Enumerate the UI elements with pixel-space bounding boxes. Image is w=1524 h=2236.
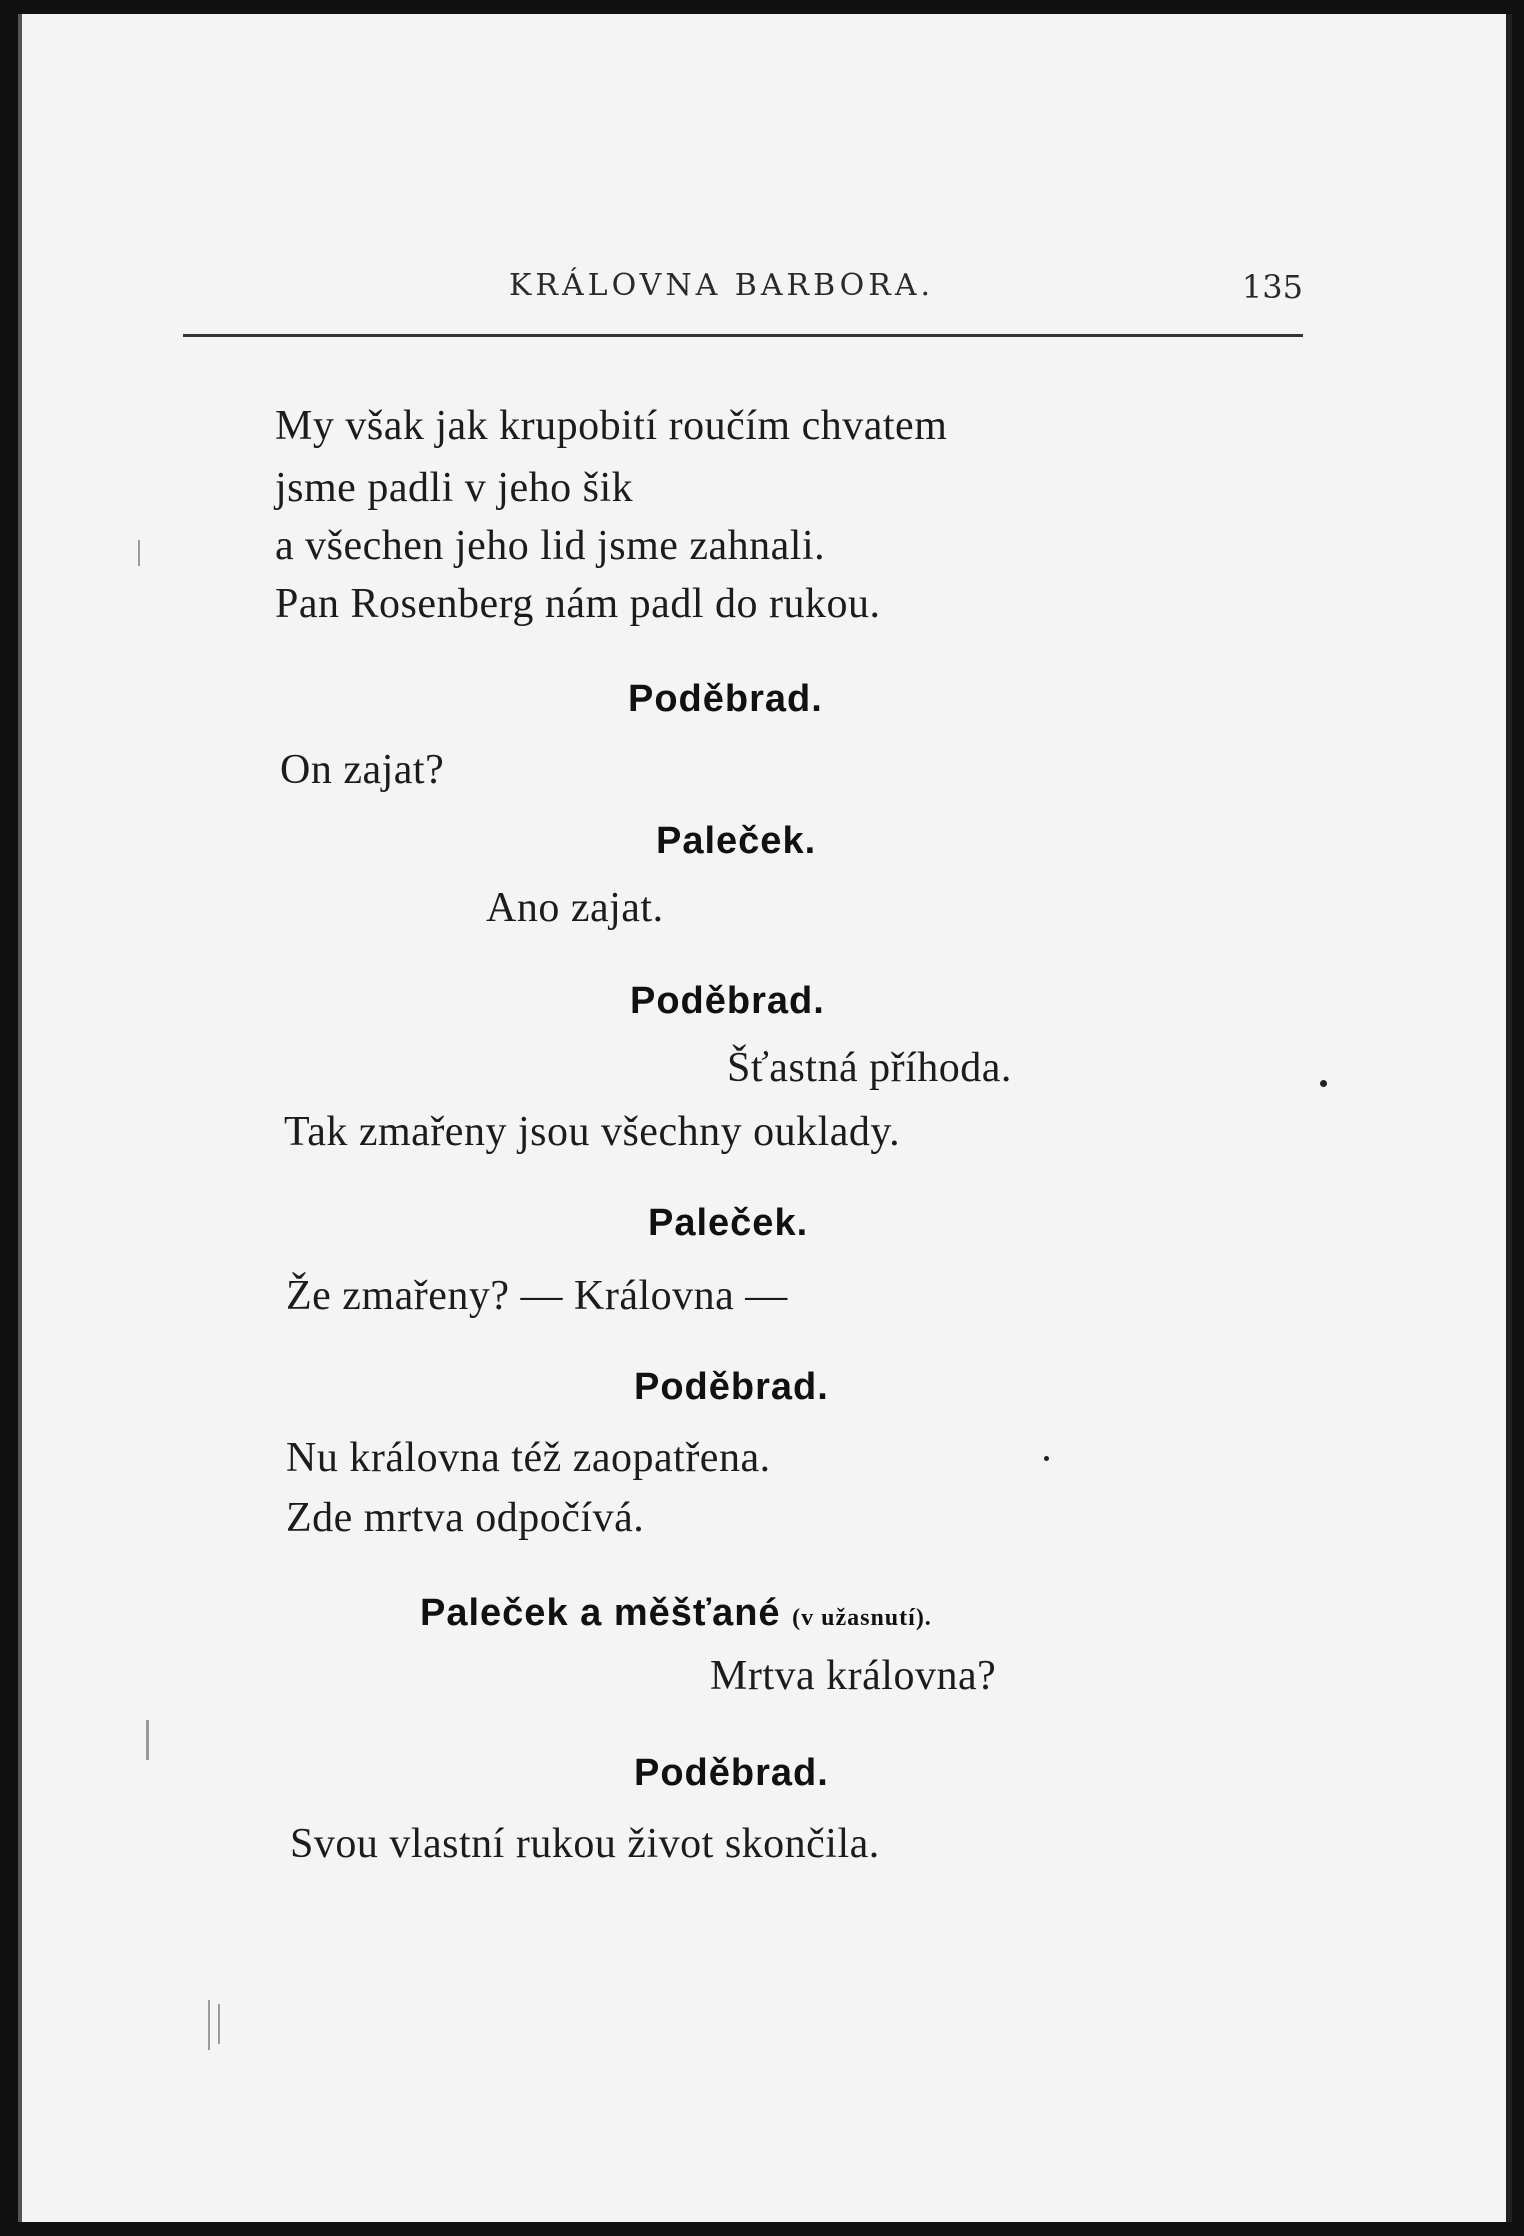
verse-line-11: Zde mrtva odpočívá. — [286, 1495, 645, 1541]
margin-mark — [138, 540, 140, 566]
speaker-palecek-1: Paleček. — [656, 820, 817, 862]
speaker-podebrad-4: Poděbrad. — [634, 1752, 829, 1794]
header-rule — [183, 334, 1303, 337]
verse-line-13: Svou vlastní rukou život skončila. — [290, 1821, 880, 1867]
verse-line-9: Že zmařeny? — Královna — — [286, 1273, 788, 1319]
stage-direction: (v užasnutí). — [792, 1605, 932, 1631]
page-edge — [18, 14, 22, 2222]
verse-line-12: Mrtva královna? — [710, 1653, 997, 1699]
page-number: 135 — [1241, 268, 1303, 306]
running-head — [183, 250, 1303, 310]
margin-mark — [146, 1720, 149, 1760]
verse-line-1: My však jak krupobití roučím chvatem — [275, 403, 948, 449]
margin-mark — [208, 2000, 210, 2050]
running-head-title: KRÁLOVNA BARBORA. — [509, 268, 935, 303]
ink-speck — [1320, 1080, 1327, 1087]
verse-line-7: Šťastná příhoda. — [727, 1045, 1012, 1091]
verse-line-10: Nu královna též zaopatřena. — [286, 1435, 771, 1481]
speaker-podebrad-3: Poděbrad. — [634, 1366, 829, 1408]
margin-mark — [218, 2004, 220, 2044]
speaker-podebrad-1: Poděbrad. — [628, 678, 823, 720]
speaker-palecek-a-mestane — [420, 1592, 932, 1635]
verse-line-2: jsme padli v jeho šik — [275, 465, 634, 511]
ink-speck — [1044, 1456, 1049, 1461]
verse-line-4: Pan Rosenberg nám padl do rukou. — [275, 581, 881, 627]
verse-line-6: Ano zajat. — [486, 885, 664, 931]
verse-line-3: a všechen jeho lid jsme zahnali. — [275, 523, 826, 569]
verse-line-5: On zajat? — [280, 747, 445, 793]
verse-line-8: Tak zmařeny jsou všechny ouklady. — [284, 1109, 901, 1155]
speaker-podebrad-2: Poděbrad. — [630, 980, 825, 1022]
speaker-palecek-2: Paleček. — [648, 1202, 809, 1244]
speaker-names: Paleček a měšťané — [420, 1592, 781, 1634]
